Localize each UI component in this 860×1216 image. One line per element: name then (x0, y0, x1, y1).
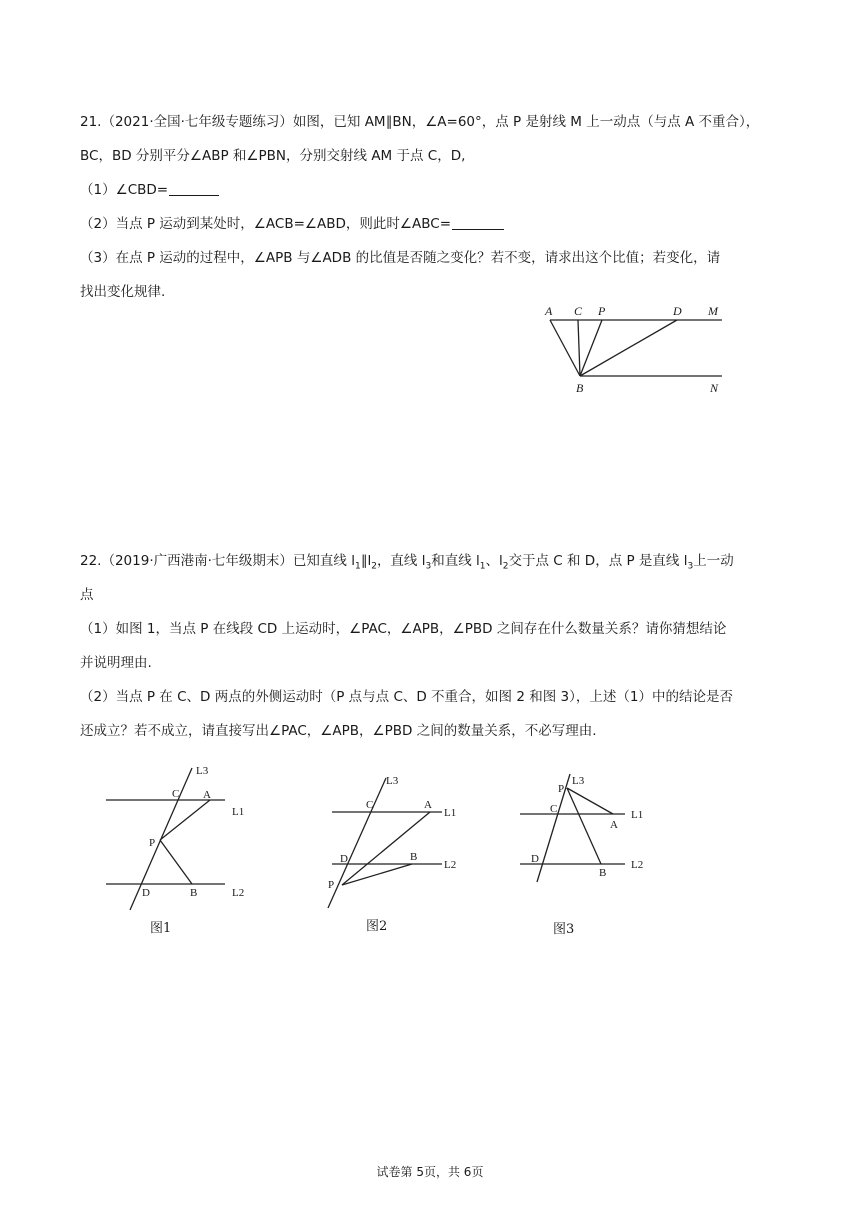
q22-line1 (80, 551, 734, 577)
q22-sub: 3 (425, 561, 432, 572)
label-L3: L3 (386, 775, 399, 787)
label-L1: L1 (232, 806, 245, 818)
q21-part3a: （3）在点 P 运动的过程中，∠APB 与∠ADB 的比值是否随之变化？若不变，请求出这个比值；若变化，请 (80, 250, 721, 266)
q22-sub: 2 (371, 561, 377, 572)
q22-t7: 上一动 (693, 553, 734, 569)
label-A: A (203, 789, 211, 801)
label-A: A (610, 819, 618, 831)
label-D: D (142, 887, 150, 899)
label-B: B (190, 887, 198, 899)
label-M: M (708, 304, 718, 318)
label-L3: L3 (196, 765, 209, 777)
label-P: P (149, 837, 156, 849)
label-A: A (545, 304, 553, 318)
label-A: A (424, 799, 432, 811)
q22-sub: 3 (687, 561, 694, 572)
label-N: N (710, 381, 719, 395)
label-C: C (172, 788, 180, 800)
q22-t5: 、l (485, 553, 503, 569)
q22-figure-3 (515, 770, 665, 945)
q22-t2: ∥l (360, 553, 372, 569)
label-L2: L2 (444, 859, 457, 871)
q21-line2: BC，BD 分别平分∠ABP 和∠PBN，分别交射线 AM 于点 C，D, (80, 148, 466, 164)
answer-blank (452, 215, 504, 230)
label-L2: L2 (232, 887, 245, 899)
q22-t6: 交于点 C 和 D，点 P 是直线 l (508, 553, 688, 569)
q22-part1a: （1）如图 1，当点 P 在线段 CD 上运动时，∠PAC，∠APB，∠PBD 之间存在什么数量关系？请你猜想结论 (80, 621, 727, 637)
q22-figure-2 (320, 770, 470, 945)
label-D: D (673, 304, 682, 318)
label-C: C (550, 803, 558, 815)
caption-fig2: 图2 (366, 919, 388, 934)
q22-part2b: 还成立？若不成立，请直接写出∠PAC，∠APB，∠PBD 之间的数量关系，不必写理由. (80, 723, 597, 739)
label-L2: L2 (631, 859, 644, 871)
q22-t3: ，直线 l (376, 553, 426, 569)
q22-sub: 1 (354, 561, 361, 572)
q21-part1 (80, 180, 219, 200)
q21-part1-text: （1）∠CBD= (80, 182, 169, 198)
q21-line1: 21.（2021·全国·七年级专题练习）如图，已知 AM∥BN，∠A=60°，点 P 是射线 M 上一动点（与点 A 不重合）， (80, 114, 760, 130)
label-L3: L3 (572, 775, 585, 787)
label-P: P (558, 783, 565, 795)
label-L1: L1 (444, 807, 457, 819)
q21-figure (540, 300, 730, 395)
label-D: D (340, 853, 348, 865)
label-D: D (531, 853, 539, 865)
q22-sub: 2 (502, 561, 509, 572)
label-P: P (598, 304, 606, 318)
label-L1: L1 (631, 809, 644, 821)
label-C: C (366, 799, 374, 811)
answer-blank (169, 181, 219, 196)
q21-part2-text: （2）当点 P 运动到某处时，∠ACB=∠ABD，则此时∠ABC= (80, 216, 452, 232)
q21-part2 (80, 214, 504, 234)
q22-t4: 和直线 l (431, 553, 480, 569)
label-B: B (410, 851, 418, 863)
label-B: B (576, 381, 584, 395)
caption-fig1: 图1 (150, 921, 172, 936)
q22-part1b: 并说明理由. (80, 655, 152, 671)
q21-part3b: 找出变化规律. (80, 284, 166, 300)
caption-fig3: 图3 (553, 922, 575, 937)
q22-part2a: （2）当点 P 在 C、D 两点的外侧运动时（P 点与点 C、D 不重合，如图 2 和图 3），上述（1）中的结论是否 (80, 689, 733, 705)
q22-figure-1 (100, 760, 260, 945)
q22-sub: 1 (479, 561, 486, 572)
page-footer: 试卷第 5页，共 6页 (376, 1165, 484, 1179)
q22-line2: 点 (80, 587, 94, 603)
label-C: C (574, 304, 583, 318)
label-B: B (599, 867, 607, 879)
q22-t1: 22.（2019·广西港南·七年级期末）已知直线 l (80, 553, 355, 569)
label-P: P (328, 879, 335, 891)
